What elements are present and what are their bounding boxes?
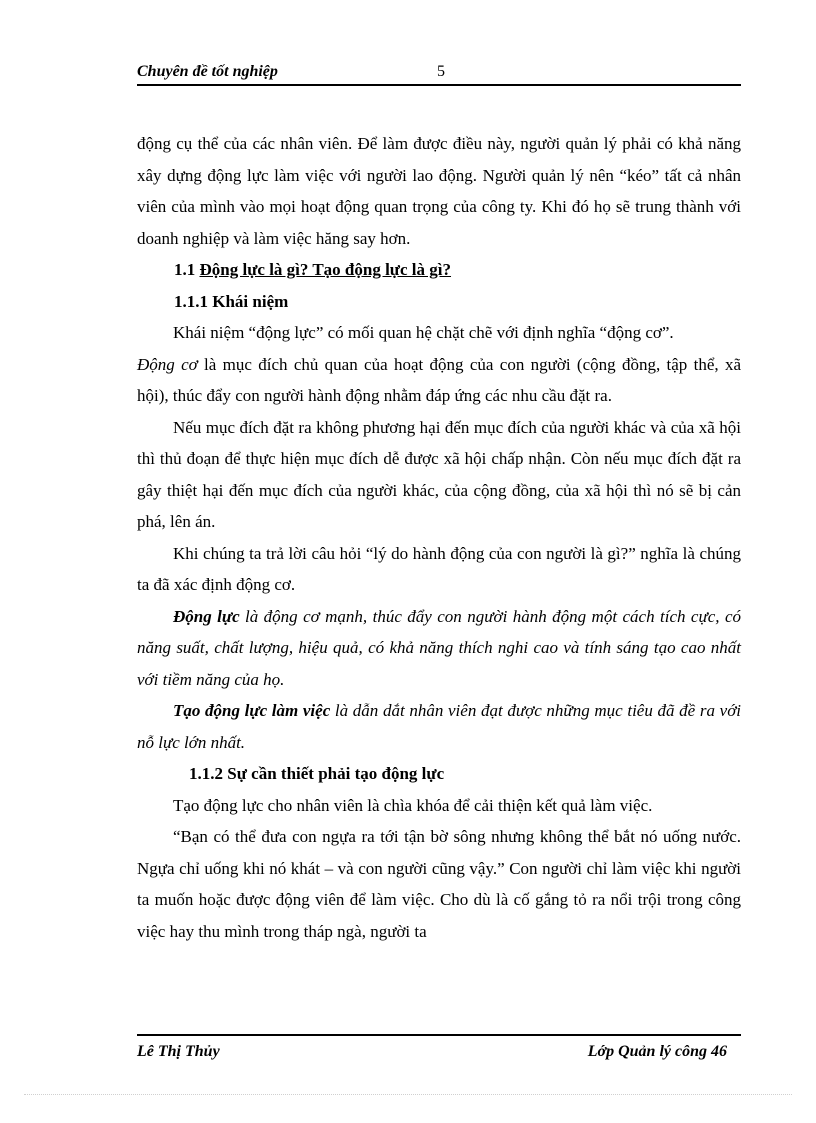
page-number: 5 — [437, 63, 445, 80]
heading-1-1-number: 1.1 — [174, 260, 200, 279]
paragraph-motivation — [137, 601, 741, 696]
paragraph-purpose: Nếu mục đích đặt ra không phương hại đến mục đích của người khác và của xã hội thì thủ đoạn để thực hiện mục đích dễ được xã hội chấp nhận. Còn nếu mục đích đặt ra gây thiệt hại đến mục đích của người khác, của cộng đồng, của xã hội thì nó sẽ bị cản phá, lên án. — [137, 417, 741, 531]
paragraph-concept: Khái niệm “động lực” có mối quan hệ chặt chẽ với định nghĩa “động cơ”. — [173, 323, 674, 342]
term-motivation: Động lực — [173, 606, 240, 626]
motivation-definition: là động cơ mạnh, thúc đẩy con người hành động một cách tích cực, có năng suất, chất lượng, hiệu quả, có khả năng thích nghi cao và tính sáng tạo cao nhất với tiềm năng của họ. — [137, 606, 741, 689]
header-title: Chuyên đề tốt nghiệp — [137, 63, 278, 80]
document-body — [137, 128, 741, 947]
page-edge-divider — [24, 1094, 792, 1095]
work-motivation-definition: là dẫn dắt nhân viên đạt được những mục tiêu đã đề ra với nỗ lực lớn nhất. — [137, 701, 741, 752]
heading-1-1-2: 1.1.2 Sự cần thiết phải tạo động lực — [189, 764, 445, 783]
heading-1-1-1: 1.1.1 Khái niệm — [174, 291, 289, 311]
paragraph-work-motivation — [137, 695, 741, 758]
motive-definition: là mục đích chủ quan của hoạt động của con người (cộng đồng, tập thể, xã hội), thúc đẩy con người hành động nhằm đáp ứng các nhu cầu đặt ra. — [137, 354, 741, 405]
term-work-motivation: Tạo động lực làm việc — [173, 701, 331, 720]
paragraph-key: Tạo động lực cho nhân viên là chìa khóa để cải thiện kết quả làm việc. — [173, 795, 653, 815]
page-footer — [137, 1034, 741, 1068]
paragraph-motive — [137, 349, 741, 412]
term-motive: Động cơ — [137, 354, 198, 374]
heading-1-1-text: Động lực là gì? Tạo động lực là gì? — [199, 260, 452, 279]
footer-author: Lê Thị Thủy — [137, 1043, 220, 1060]
paragraph-continuation: động cụ thể của các nhân viên. Để làm được điều này, người quản lý phải có khả năng xây dựng động lực làm việc với người lao động. Người quản lý nên “kéo” tất cả nhân viên của mình vào mọi hoạt động quan trọng của công ty. Khi đó họ sẽ trung thành với doanh nghiệp và làm việc hăng say hơn. — [137, 134, 741, 248]
page-header — [137, 60, 741, 86]
paragraph-horse-quote: “Bạn có thể đưa con ngựa ra tới tận bờ sông nhưng không thể bắt nó uống nước. Ngựa chỉ uống khi nó khát – và con người cũng vậy.” Con người chỉ làm việc khi người ta muốn hoặc được động viên để làm việc. Cho dù là cố gắng tỏ ra nổi trội trong công việc hay thu mình trong tháp ngà, người ta — [137, 827, 741, 941]
heading-1-1 — [137, 254, 741, 286]
paragraph-question: Khi chúng ta trả lời câu hỏi “lý do hành động của con người là gì?” nghĩa là chúng ta đã xác định động cơ. — [137, 543, 741, 594]
footer-class: Lớp Quản lý công 46 — [587, 1043, 727, 1060]
